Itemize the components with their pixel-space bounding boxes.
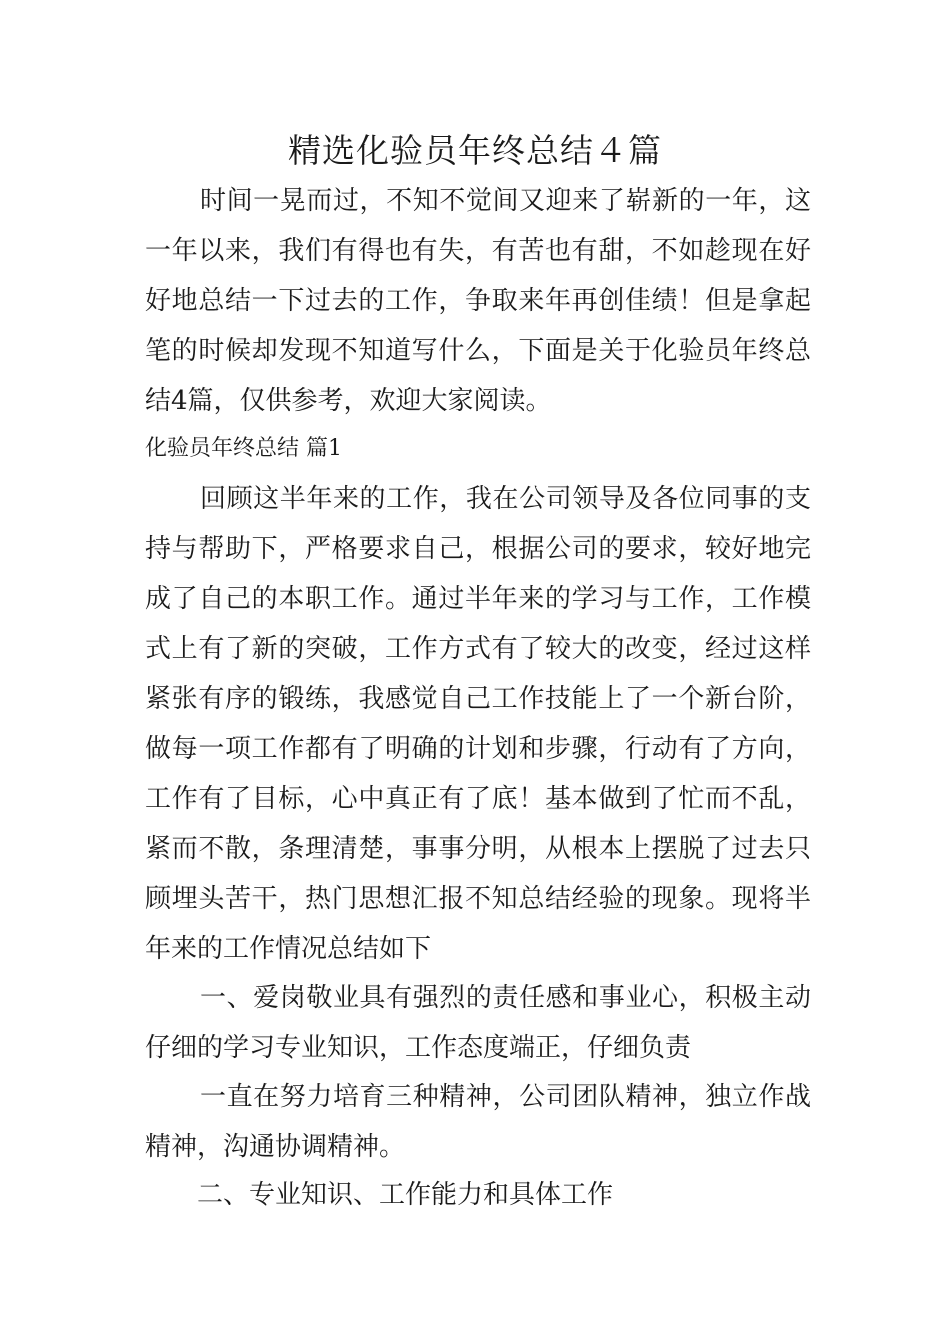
intro-paragraph: 时间一晃而过，不知不觉间又迎来了崭新的一年，这一年以来，我们有得也有失，有苦也有甜，不如趁现在好好地总结一下过去的工作，争取来年再创佳绩！但是拿起笔的时候却发现不知道写什么，下面是关于化验员年终总结4篇，仅供参考，欢迎大家阅读。 [145,186,811,416]
body-paragraph-2: 一直在努力培育三种精神，公司团队精神，独立作战精神，沟通协调精神。 [145,1082,811,1162]
point-1: 一、爱岗敬业具有强烈的责任感和事业心，积极主动仔细的学习专业知识，工作态度端正，仔细负责 [145,983,811,1063]
section-heading: 化验员年终总结 篇1 [145,436,342,461]
point-2: 二、专业知识、工作能力和具体工作 [197,1180,614,1210]
body-paragraph-1: 回顾这半年来的工作，我在公司领导及各位同事的支持与帮助下，严格要求自己，根据公司的要求，较好地完成了自己的本职工作。通过半年来的学习与工作，工作模式上有了新的突破，工作方式有了较大的改变，经过这样紧张有序的锻练，我感觉自己工作技能上了一个新台阶，做每一项工作都有了明确的计划和步骤，行动有了方向，工作有了目标，心中真正有了底！基本做到了忙而不乱，紧而不散，条理清楚，事事分明，从根本上摆脱了过去只顾埋头苦干，热门思想汇报不知总结经验的现象。现将半年来的工作情况总结如下 [145,484,811,964]
document-title: 精选化验员年终总结４篇 [288,131,662,170]
